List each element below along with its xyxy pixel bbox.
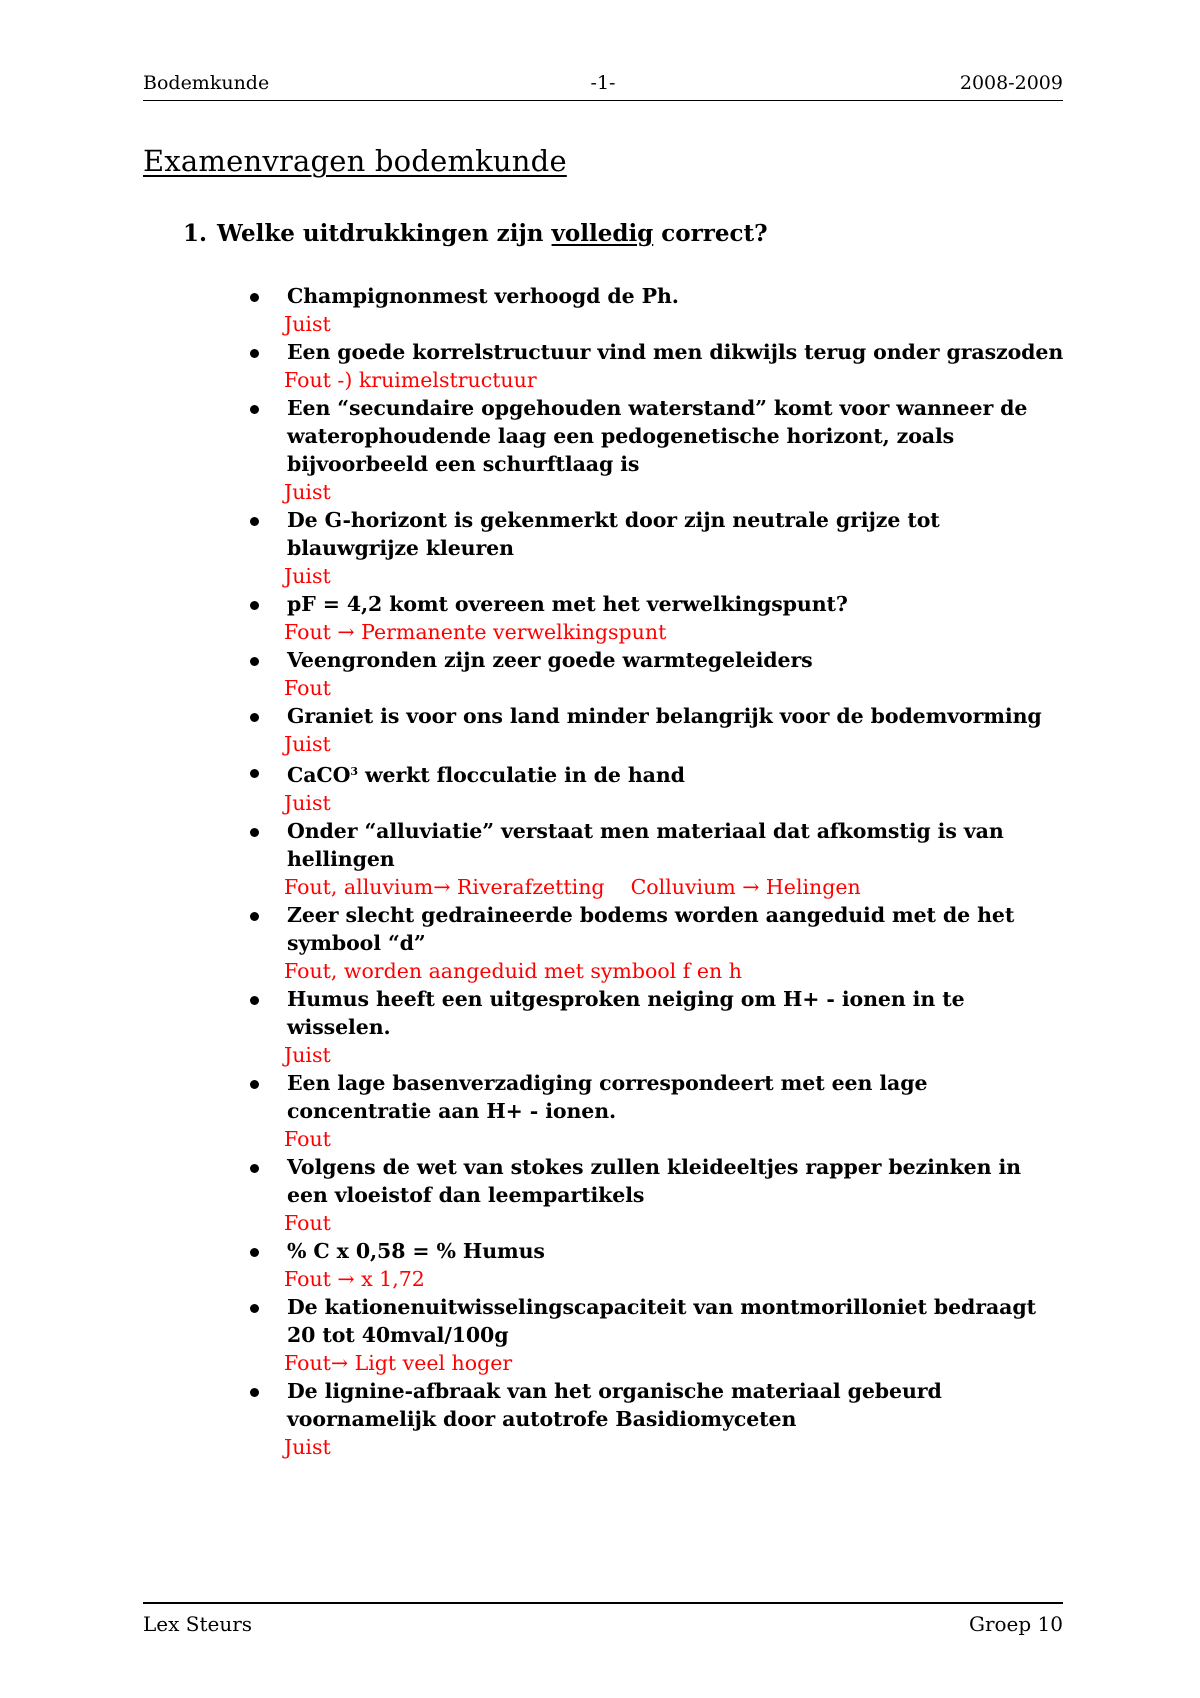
answer-statement: Een goede korrelstructuur vind men dikwijls terug onder graszoden xyxy=(287,340,1064,364)
bullet-icon xyxy=(250,912,259,921)
bullet-icon xyxy=(250,601,259,610)
bullet-icon xyxy=(250,517,259,526)
bullet-icon xyxy=(250,996,259,1005)
answer-statement: Champignonmest verhoogd de Ph. xyxy=(287,284,679,308)
bullet-icon xyxy=(250,1164,259,1173)
answer-verdict: Juist xyxy=(284,480,331,504)
answer-statement: Een “secundaire opgehouden waterstand” komt voor wanneer de waterophoudende laag een pedogenetische horizont, zoals bijvoorbeeld een schurftlaag is xyxy=(287,396,1028,476)
answer-statement: Zeer slecht gedraineerde bodems worden aangeduid met de het symbool “d” xyxy=(287,903,1015,955)
header-page-number: -1- xyxy=(590,72,616,94)
answer-statement: De lignine-afbraak van het organische materiaal gebeurd voornamelijk door autotrofe Basidiomyceten xyxy=(287,1379,942,1431)
list-item xyxy=(284,282,1067,338)
header-course-name: Bodemkunde xyxy=(143,72,270,94)
answer-list xyxy=(284,282,1067,1461)
answer-statement: Onder “alluviatie” verstaat men materiaal dat afkomstig is van hellingen xyxy=(287,819,1004,871)
answer-statement: Volgens de wet van stokes zullen kleideeltjes rapper bezinken in een vloeistof dan leempartikels xyxy=(287,1155,1021,1207)
question-heading xyxy=(183,220,768,247)
answer-statement: Graniet is voor ons land minder belangrijk voor de bodemvorming xyxy=(287,704,1042,728)
list-item xyxy=(284,985,1067,1069)
list-item xyxy=(284,590,1067,646)
answer-verdict: Juist xyxy=(284,1435,331,1459)
answer-statement: Een lage basenverzadiging correspondeert met een lage concentratie aan H+ - ionen. xyxy=(287,1071,928,1123)
answer-verdict: Fout xyxy=(284,1127,331,1151)
answer-statement: De G-horizont is gekenmerkt door zijn neutrale grijze tot blauwgrijze kleuren xyxy=(287,508,940,560)
statement-text-after: werkt flocculatie in de hand xyxy=(357,763,685,787)
answer-verdict: Fout -) kruimelstructuur xyxy=(284,368,537,392)
bullet-icon xyxy=(250,1080,259,1089)
list-item xyxy=(284,1153,1067,1237)
answer-verdict: Juist xyxy=(284,1043,331,1067)
bullet-icon xyxy=(250,1388,259,1397)
list-item xyxy=(284,758,1067,817)
bullet-icon xyxy=(250,1248,259,1257)
bullet-icon xyxy=(250,657,259,666)
answer-verdict: Fout xyxy=(284,676,331,700)
answer-verdict: Fout → x 1,72 xyxy=(284,1267,425,1291)
list-item xyxy=(284,817,1067,901)
list-item xyxy=(284,506,1067,590)
list-item xyxy=(284,1069,1067,1153)
answer-verdict: Fout, worden aangeduid met symbool f en h xyxy=(284,959,742,983)
bullet-icon xyxy=(250,828,259,837)
answer-verdict: Fout xyxy=(284,1211,331,1235)
answer-verdict: Fout → Permanente verwelkingspunt xyxy=(284,620,667,644)
bullet-icon xyxy=(250,769,259,778)
answer-statement: pF = 4,2 komt overeen met het verwelkingspunt? xyxy=(287,592,848,616)
statement-text-before: CaCO xyxy=(287,763,351,787)
list-item xyxy=(284,901,1067,985)
list-item xyxy=(284,1237,1067,1293)
question-number: 1. xyxy=(183,220,208,247)
question-text-after: correct? xyxy=(653,220,768,247)
answer-statement: Humus heeft een uitgesproken neiging om H+ - ionen in te wisselen. xyxy=(287,987,965,1039)
answer-statement: % C x 0,58 = % Humus xyxy=(287,1239,545,1263)
list-item xyxy=(284,394,1067,506)
answer-verdict: Fout→ Ligt veel hoger xyxy=(284,1351,513,1375)
list-item xyxy=(284,1293,1067,1377)
answer-statement xyxy=(287,758,1067,789)
bullet-icon xyxy=(250,713,259,722)
answer-verdict: Juist xyxy=(284,791,331,815)
answer-verdict: Juist xyxy=(284,732,331,756)
answer-statement: Veengronden zijn zeer goede warmtegeleiders xyxy=(287,648,813,672)
bullet-icon xyxy=(250,405,259,414)
answer-verdict: Juist xyxy=(284,564,331,588)
question-emphasis: volledig xyxy=(551,220,654,247)
footer-group: Groep 10 xyxy=(968,1612,1063,1636)
answer-statement: De kationenuitwisselingscapaciteit van montmorilloniet bedraagt 20 tot 40mval/100g xyxy=(287,1295,1036,1347)
bullet-icon xyxy=(250,1304,259,1313)
statement-superscript: 3 xyxy=(350,765,358,778)
answer-verdict: Fout, alluvium→ Riverafzetting Colluvium → Helingen xyxy=(284,875,861,899)
bullet-icon xyxy=(250,293,259,302)
footer-author: Lex Steurs xyxy=(143,1612,253,1636)
page-footer xyxy=(143,1602,1063,1640)
header-academic-year: 2008-2009 xyxy=(959,72,1063,94)
question-text-before: Welke uitdrukkingen zijn xyxy=(217,220,552,247)
document-title: Examenvragen bodemkunde xyxy=(143,144,567,178)
page-header xyxy=(143,72,1063,101)
answer-verdict: Juist xyxy=(284,312,331,336)
list-item xyxy=(284,702,1067,758)
bullet-icon xyxy=(250,349,259,358)
list-item xyxy=(284,1377,1067,1461)
list-item xyxy=(284,646,1067,702)
list-item xyxy=(284,338,1067,394)
